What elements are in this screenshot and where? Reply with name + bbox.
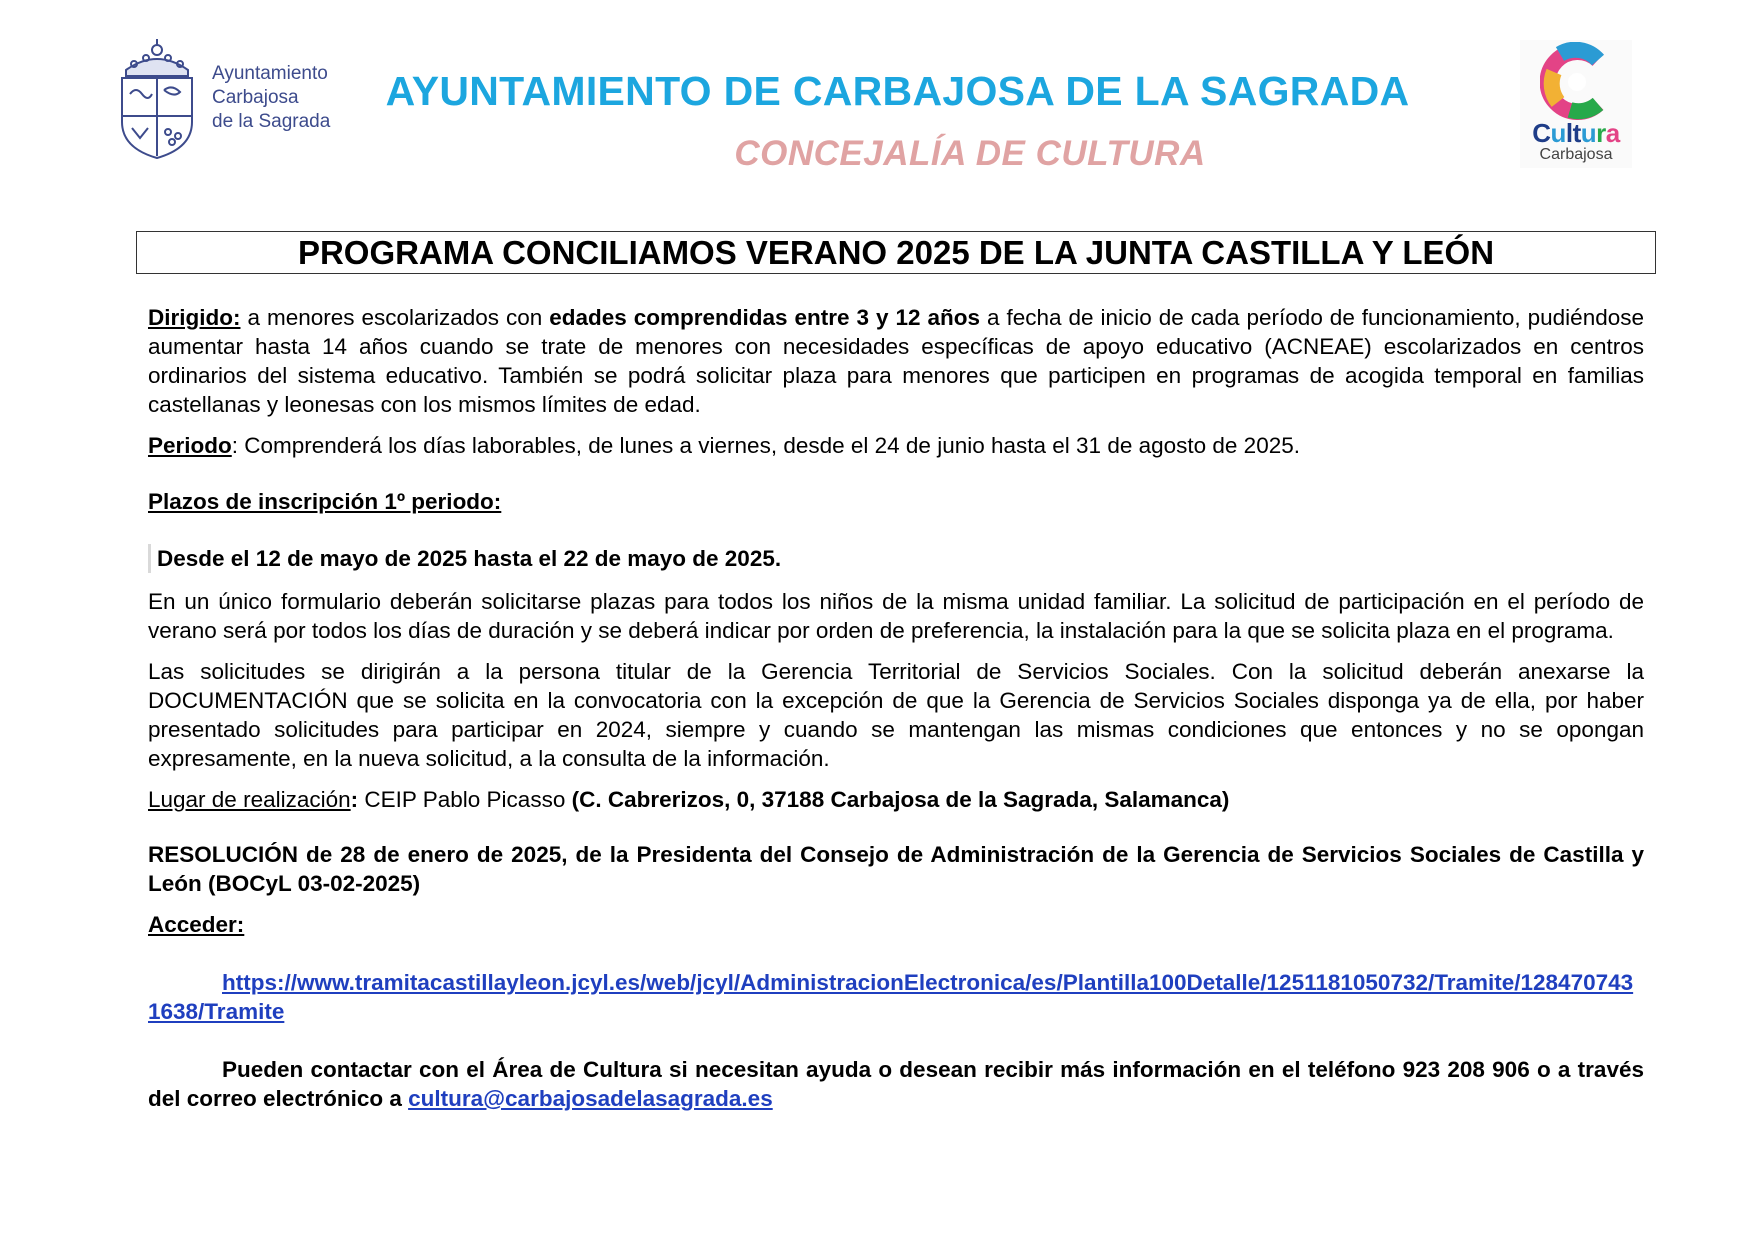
cultura-c-icon	[1540, 42, 1614, 122]
cultura-letter: a	[1605, 118, 1620, 148]
dirigido-text: a menores escolarizados con	[240, 305, 550, 330]
solicitudes-paragraph: Las solicitudes se dirigirán a la persona titular de la Gerencia Territorial de Servicios Sociales. Con la solicitud deberán anexarse la DOCUMENTACIÓN que se solicita en la convocatoria con la excepción de que la Gerencia de Servicios Sociales disponga ya de ella, por haber presentado solicitudes para participar en 2024, siempre y cuando se mantengan las mismas condiciones que entonces y no se opongan expresamente, en la nueva solicitud, a la consulta de la información.	[148, 659, 1644, 771]
plazos-heading: Plazos de inscripción 1º periodo:	[148, 489, 502, 514]
lugar-colon: :	[350, 787, 359, 812]
resolucion-paragraph: RESOLUCIÓN de 28 de enero de 2025, de la Presidenta del Consejo de Administración de la Gerencia de Servicios Sociales de Castilla y León (BOCyL 03-02-2025)	[148, 842, 1644, 896]
program-title-box: PROGRAMA CONCILIAMOS VERANO 2025 DE LA JUNTA CASTILLA Y LEÓN	[136, 231, 1656, 274]
logo-text-line1: Ayuntamiento	[212, 63, 328, 84]
cultura-logo	[1520, 40, 1632, 168]
dirigido-label: Dirigido:	[148, 305, 241, 330]
acceder-paragraph	[148, 968, 1644, 1026]
dirigido-paragraph	[148, 303, 1644, 419]
cultura-letter: lt	[1565, 118, 1581, 148]
dirigido-text: a fecha de inicio de cada período de funcionamiento, pudiéndose aumentar hasta 14 años cuando se trate de menores con necesidades específicas de apoyo educativo (ACNEAE) escolarizados en centros ordinarios del sistema educativo. También se podrá solicitar plaza para menores que participen en programas de acogida temporal en familias castellanas y leonesas con los mismos límites de edad.	[148, 305, 1644, 417]
acceder-label: Acceder:	[148, 912, 245, 937]
page-subtitle: CONCEJALÍA DE CULTURA	[734, 134, 1206, 173]
form-paragraph: En un único formulario deberán solicitarse plazas para todos los niños de la misma unidad familiar. La solicitud de participación en el período de verano será por todos los días de duración y se deberá indicar por orden de preferencia, la instalación para la que se solicita plaza en el programa.	[148, 589, 1644, 643]
lugar-paragraph	[148, 785, 1644, 814]
lugar-place: CEIP Pablo Picasso	[358, 787, 572, 812]
plazos-dates: Desde el 12 de mayo de 2025 hasta el 22 de mayo de 2025.	[148, 544, 1644, 573]
periodo-text: : Comprenderá los días laborables, de lunes a viernes, desde el 24 de junio hasta el 31 de agosto de 2025.	[231, 433, 1300, 458]
periodo-paragraph	[148, 431, 1644, 460]
cultura-letter: u	[1580, 118, 1597, 148]
page-title: AYUNTAMIENTO DE CARBAJOSA DE LA SAGRADA	[385, 68, 1410, 114]
dirigido-ages: edades comprendidas entre 3 y 12 años	[549, 305, 981, 330]
lugar-address: (C. Cabrerizos, 0, 37188 Carbajosa de la Sagrada, Salamanca)	[571, 787, 1230, 812]
periodo-label: Periodo	[148, 433, 232, 458]
cultura-logo-subtitle: Carbajosa	[1539, 146, 1613, 163]
logo-text-line2: Carbajosa	[212, 87, 299, 108]
tramite-link[interactable]: https://www.tramitacastillayleon.jcyl.es/web/jcyl/AdministracionElectronica/es/Plantilla100Detalle/1251181050732/Tramite/1284707431638/Tramite	[148, 970, 1634, 1024]
contact-paragraph	[148, 1055, 1644, 1113]
contact-text: Pueden contactar con el Área de Cultura si necesitan ayuda o desean recibir más información en el teléfono 923 208 906 o a través del correo electrónico a	[148, 1057, 1644, 1111]
document-body	[148, 303, 1644, 1113]
cultura-letter: C	[1532, 118, 1551, 148]
logo-text-line3: de la Sagrada	[212, 111, 331, 132]
cultura-letter: u	[1550, 118, 1566, 148]
lugar-label: Lugar de realización	[148, 787, 351, 812]
cultura-letter: r	[1596, 118, 1606, 148]
cultura-wordmark	[1520, 118, 1632, 149]
email-link[interactable]: cultura@carbajosadelasagrada.es	[408, 1086, 773, 1111]
